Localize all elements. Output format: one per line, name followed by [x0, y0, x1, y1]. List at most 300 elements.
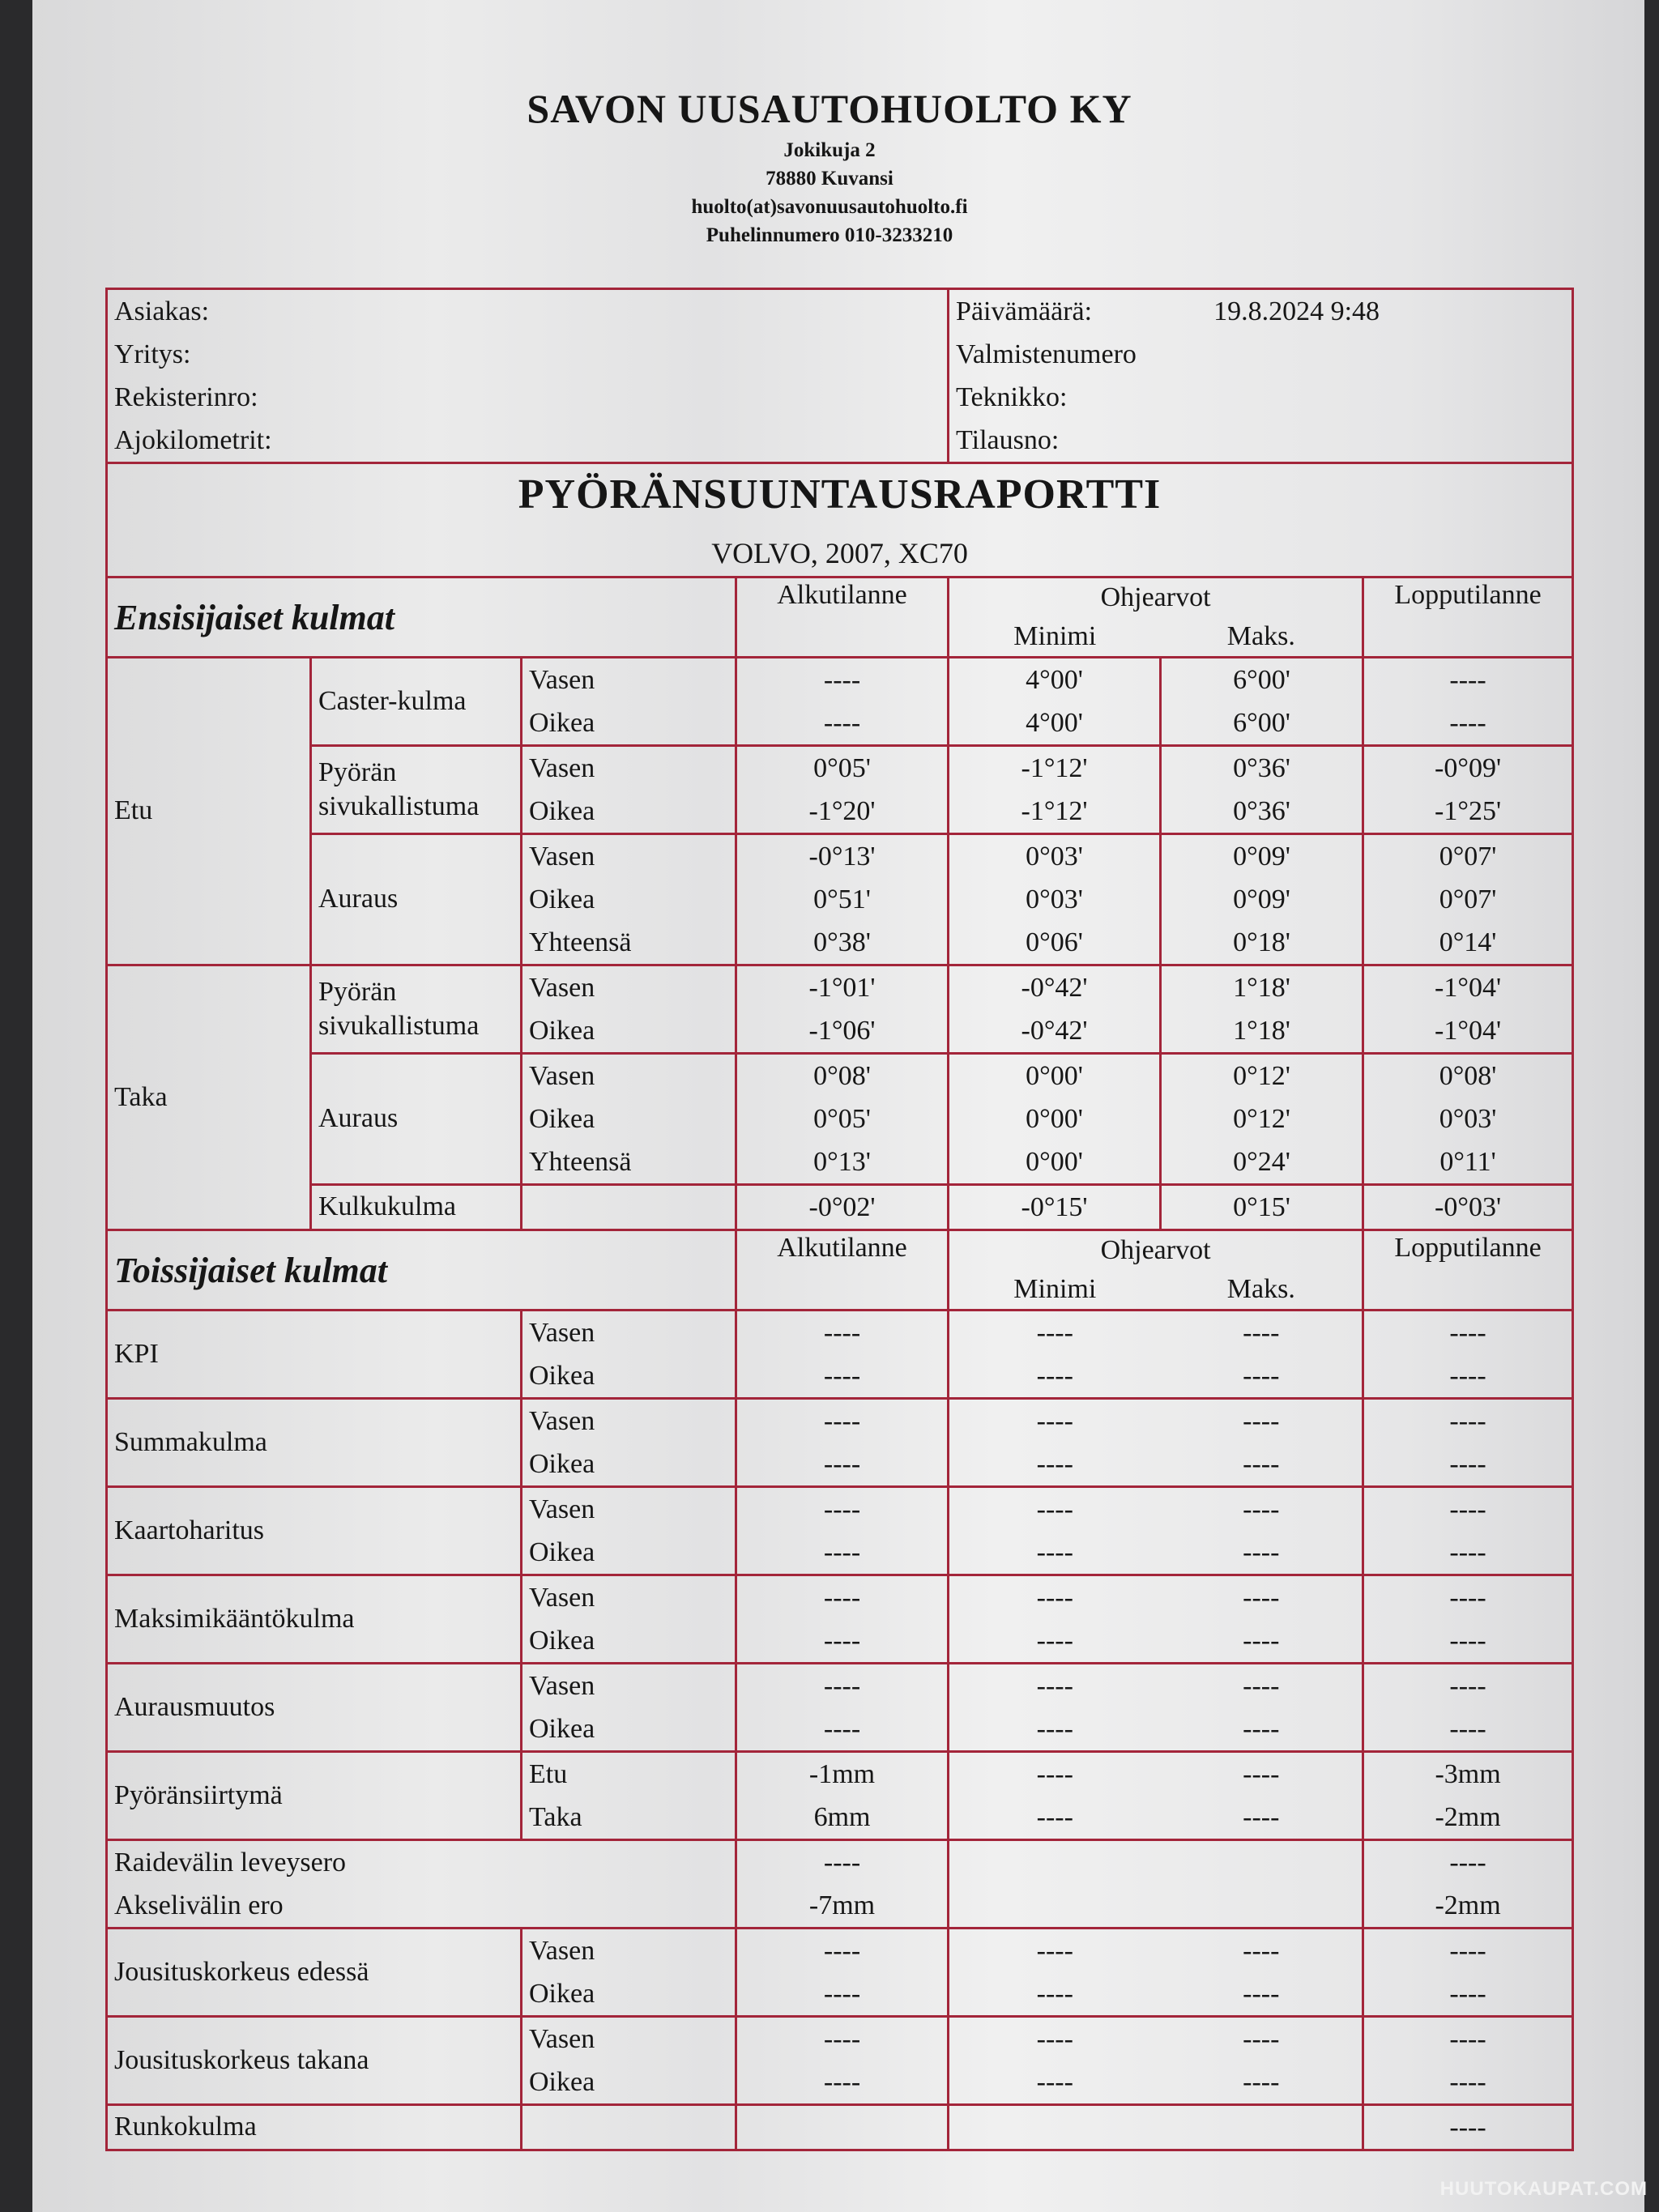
secondary-row	[107, 1752, 1573, 1840]
col-initial-2: Alkutilanne	[736, 1230, 949, 1311]
side-label	[522, 1575, 736, 1664]
max-value-line: ----	[1243, 1537, 1280, 1567]
side-label	[522, 1752, 736, 1840]
side-label-line: Vasen	[529, 1671, 595, 1701]
max-value-line: ----	[1243, 1626, 1280, 1656]
initial-value-line: 0°05'	[813, 753, 871, 783]
min-value	[949, 965, 1161, 1054]
customer-info-row	[107, 289, 1573, 463]
max-value	[1161, 1185, 1363, 1230]
secondary-heading: Toissijaiset kulmat	[107, 1230, 736, 1311]
max-value-line	[1167, 2106, 1356, 2149]
max-value-line: ----	[1243, 1318, 1280, 1348]
secondary-row	[107, 1311, 1573, 1399]
side-label-line: Taka	[529, 1802, 582, 1832]
measurement-name: Pyöränsiirtymä	[107, 1752, 522, 1840]
measurement-name: Aurausmuutos	[107, 1664, 522, 1752]
max-value	[1161, 1929, 1363, 2017]
min-value	[949, 2017, 1161, 2105]
final-value-line: ----	[1449, 665, 1486, 695]
initial-value-line: ----	[823, 2024, 861, 2054]
min-value	[949, 1054, 1161, 1185]
final-value-line: 0°14'	[1439, 927, 1497, 957]
max-value-line	[1167, 1884, 1356, 1927]
measurement-name: Pyörän sivukallistuma	[311, 746, 522, 834]
technician-label: Teknikko:	[956, 382, 1068, 412]
secondary-row	[107, 1575, 1573, 1664]
min-value	[949, 746, 1161, 834]
min-value-line: ----	[1036, 1537, 1073, 1567]
report-title-cell	[107, 463, 1573, 578]
final-value	[1363, 834, 1573, 965]
max-value	[1161, 1840, 1363, 1929]
max-value-line: ----	[1243, 1802, 1280, 1832]
customer-info-right	[949, 289, 1573, 463]
final-value-line: -3mm	[1435, 1759, 1501, 1789]
max-value	[1161, 1575, 1363, 1664]
initial-value-line: 0°05'	[813, 1104, 871, 1134]
company-name: SAVON UUSAUTOHUOLTO KY	[527, 86, 1132, 131]
primary-row	[107, 658, 1573, 746]
col-max: Maks.	[1161, 617, 1363, 658]
min-value-line: -0°15'	[1021, 1192, 1088, 1222]
registration-label: Rekisterinro:	[114, 382, 258, 412]
initial-value-line: -1mm	[808, 1759, 876, 1789]
final-value-line: 0°07'	[1439, 842, 1497, 872]
min-value-line: ----	[1036, 1759, 1073, 1789]
order-label: Tilausno:	[956, 425, 1060, 455]
secondary-row	[107, 1399, 1573, 1487]
initial-value-line: ----	[823, 1494, 861, 1524]
min-value	[949, 1664, 1161, 1752]
side-label-line	[529, 1186, 728, 1229]
side-label-line: Oikea	[529, 1361, 595, 1391]
side-label-line: Vasen	[529, 1061, 595, 1091]
side-label-line: Yhteensä	[529, 927, 632, 957]
final-value	[1363, 1185, 1573, 1230]
max-value-line: 0°36'	[1233, 753, 1290, 783]
final-value-line: ----	[1449, 1583, 1486, 1613]
side-label	[522, 1054, 736, 1185]
initial-value-line: ----	[823, 1626, 861, 1656]
max-value-line: 0°24'	[1233, 1147, 1290, 1177]
secondary-row	[107, 1664, 1573, 1752]
customer-info-left	[107, 289, 949, 463]
max-value-line: 0°09'	[1233, 884, 1290, 914]
final-value-line: ----	[1449, 1936, 1486, 1966]
final-value-line: 0°03'	[1439, 1104, 1497, 1134]
secondary-row	[107, 1487, 1573, 1575]
side-label	[522, 2105, 736, 2150]
final-value-line: ----	[1449, 1406, 1486, 1436]
initial-value	[736, 658, 949, 746]
company-street: Jokikuja 2	[783, 139, 876, 161]
final-value-line: -1°04'	[1435, 1016, 1502, 1046]
initial-value-line: 6mm	[813, 1802, 871, 1832]
final-value	[1363, 1575, 1573, 1664]
side-label-line: Etu	[529, 1759, 568, 1789]
initial-value-line: ----	[823, 1449, 861, 1479]
col-min-2: Minimi	[949, 1270, 1161, 1311]
min-value-line: -0°42'	[1021, 973, 1088, 1003]
initial-value-line: -0°13'	[808, 842, 876, 872]
date-label: Päivämäärä:	[956, 296, 1093, 326]
col-final-2: Lopputilanne	[1363, 1230, 1573, 1311]
side-label	[522, 1487, 736, 1575]
side-label-line: Oikea	[529, 884, 595, 914]
min-value	[949, 1311, 1161, 1399]
col-ref-2: Ohjearvot	[949, 1230, 1363, 1271]
final-value-line: ----	[1449, 1494, 1486, 1524]
measurement-name: Pyörän sivukallistuma	[311, 965, 522, 1054]
side-label-line: Vasen	[529, 1318, 595, 1348]
final-value	[1363, 1664, 1573, 1752]
secondary-row	[107, 1840, 1573, 1929]
min-value-line: 0°06'	[1026, 927, 1083, 957]
max-value-line: ----	[1243, 1449, 1280, 1479]
axle-label: Etu	[107, 658, 311, 965]
min-value-line: ----	[1036, 1583, 1073, 1613]
secondary-row	[107, 2017, 1573, 2105]
min-value	[949, 834, 1161, 965]
max-value-line: 1°18'	[1233, 1016, 1290, 1046]
min-value-line: ----	[1036, 1714, 1073, 1744]
side-label	[522, 1185, 736, 1230]
measurement-name: KPI	[107, 1311, 522, 1399]
min-value	[949, 658, 1161, 746]
side-label	[522, 1664, 736, 1752]
initial-value-line: ----	[823, 665, 861, 695]
final-value-line: -2mm	[1435, 1890, 1501, 1920]
measurement-name: Caster-kulma	[311, 658, 522, 746]
serial-label: Valmistenumero	[956, 339, 1137, 369]
max-value-line: 1°18'	[1233, 973, 1290, 1003]
report-title: PYÖRÄNSUUNTAUSRAPORTTI	[518, 471, 1162, 518]
final-value-line: ----	[1449, 1626, 1486, 1656]
measurement-name: Auraus	[311, 1054, 522, 1185]
min-value	[949, 1752, 1161, 1840]
final-value-line: ----	[1449, 1318, 1486, 1348]
initial-value	[736, 2105, 949, 2150]
initial-value-line: ----	[823, 2067, 861, 2097]
max-value-line	[1167, 1841, 1356, 1884]
secondary-row	[107, 2105, 1573, 2150]
initial-value-line: ----	[823, 1671, 861, 1701]
side-label-line: Vasen	[529, 1936, 595, 1966]
min-value-line: ----	[1036, 1361, 1073, 1391]
initial-value	[736, 1575, 949, 1664]
final-value-line: -1°04'	[1435, 973, 1502, 1003]
min-value	[949, 1840, 1161, 1929]
mileage-label: Ajokilometrit:	[114, 425, 272, 455]
min-value-line: 0°00'	[1026, 1061, 1083, 1091]
side-label-line: Oikea	[529, 1979, 595, 2009]
initial-value	[736, 1840, 949, 1929]
side-label	[522, 965, 736, 1054]
side-label-line: Vasen	[529, 973, 595, 1003]
initial-value-line: -1°20'	[808, 796, 876, 826]
max-value-line: 0°09'	[1233, 842, 1290, 872]
company-email: huolto(at)savonuusautohuolto.fi	[691, 196, 968, 218]
final-value-line: ----	[1449, 1537, 1486, 1567]
min-value-line: 4°00'	[1026, 665, 1083, 695]
customer-label: Asiakas:	[114, 296, 210, 326]
measurement-name	[107, 1840, 736, 1929]
max-value	[1161, 1487, 1363, 1575]
max-value-line: 0°18'	[1233, 927, 1290, 957]
final-value	[1363, 2017, 1573, 2105]
initial-value	[736, 1487, 949, 1575]
final-value	[1363, 1840, 1573, 1929]
initial-value	[736, 965, 949, 1054]
final-value	[1363, 965, 1573, 1054]
col-initial: Alkutilanne	[736, 578, 949, 658]
final-value-line: ----	[1449, 1671, 1486, 1701]
min-value-line	[956, 1841, 1154, 1884]
min-value-line: ----	[1036, 1936, 1073, 1966]
secondary-header-row	[107, 1230, 1573, 1271]
final-value-line: 0°07'	[1439, 884, 1497, 914]
initial-value-line: ----	[823, 708, 861, 738]
final-value	[1363, 1399, 1573, 1487]
min-value-line: 0°00'	[1026, 1104, 1083, 1134]
side-label-line: Yhteensä	[529, 1147, 632, 1177]
final-value	[1363, 1752, 1573, 1840]
max-value-line: 6°00'	[1233, 665, 1290, 695]
measurement-name: Jousituskorkeus takana	[107, 2017, 522, 2105]
initial-value-line: ----	[823, 1583, 861, 1613]
max-value	[1161, 965, 1363, 1054]
max-value-line: 0°12'	[1233, 1104, 1290, 1134]
side-label	[522, 1311, 736, 1399]
initial-value-line: 0°13'	[813, 1147, 871, 1177]
final-value-line: 0°08'	[1439, 1061, 1497, 1091]
side-label-line: Vasen	[529, 753, 595, 783]
min-value-line: ----	[1036, 1406, 1073, 1436]
initial-value	[736, 1664, 949, 1752]
final-value-line: ----	[1449, 1979, 1486, 2009]
max-value-line: ----	[1243, 1494, 1280, 1524]
max-value	[1161, 2017, 1363, 2105]
side-label-line: Vasen	[529, 1494, 595, 1524]
measurement-name-line: Akselivälin ero	[114, 1890, 284, 1920]
initial-value-line: -0°02'	[808, 1192, 876, 1222]
max-value-line: 6°00'	[1233, 708, 1290, 738]
final-value-line: ----	[1449, 1848, 1486, 1877]
initial-value	[736, 1399, 949, 1487]
min-value-line	[956, 1884, 1154, 1927]
max-value	[1161, 1054, 1363, 1185]
side-label-line: Vasen	[529, 1406, 595, 1436]
final-value-line: -0°03'	[1435, 1192, 1502, 1222]
min-value	[949, 2105, 1161, 2150]
side-label-line: Oikea	[529, 1626, 595, 1656]
max-value-line: ----	[1243, 1406, 1280, 1436]
min-value-line: ----	[1036, 1626, 1073, 1656]
watermark-logo: HUUTOKAUPAT.COM	[1439, 2178, 1648, 2200]
final-value	[1363, 1054, 1573, 1185]
min-value-line: 0°00'	[1026, 1147, 1083, 1177]
primary-row	[107, 746, 1573, 834]
final-value-line: -0°09'	[1435, 753, 1502, 783]
max-value-line: ----	[1243, 1714, 1280, 1744]
initial-value-line: -1°01'	[808, 973, 876, 1003]
min-value	[949, 1185, 1161, 1230]
initial-value	[736, 1311, 949, 1399]
final-value	[1363, 2105, 1573, 2150]
vehicle-info: VOLVO, 2007, XC70	[711, 537, 968, 569]
min-value	[949, 1487, 1161, 1575]
alignment-report-table	[105, 288, 1574, 2151]
primary-header-row	[107, 578, 1573, 618]
secondary-row	[107, 1929, 1573, 2017]
side-label-line: Vasen	[529, 2024, 595, 2054]
side-label-line: Vasen	[529, 1583, 595, 1613]
initial-value-line: ----	[823, 1714, 861, 1744]
measurement-name: Jousituskorkeus edessä	[107, 1929, 522, 2017]
max-value-line: 0°15'	[1233, 1192, 1290, 1222]
final-value-line: ----	[1449, 2112, 1486, 2142]
min-value-line: ----	[1036, 1494, 1073, 1524]
min-value-line: ----	[1036, 1449, 1073, 1479]
initial-value	[736, 834, 949, 965]
initial-value	[736, 746, 949, 834]
max-value-line: ----	[1243, 1583, 1280, 1613]
side-label-line: Vasen	[529, 665, 595, 695]
side-label-line: Oikea	[529, 1016, 595, 1046]
max-value-line: ----	[1243, 1979, 1280, 2009]
max-value-line: 0°36'	[1233, 796, 1290, 826]
date-value: 19.8.2024 9:48	[1213, 296, 1380, 326]
primary-row	[107, 965, 1573, 1054]
side-label	[522, 1929, 736, 2017]
side-label-line: Vasen	[529, 842, 595, 872]
measurement-name: Runkokulma	[107, 2105, 522, 2150]
initial-value-line: ----	[823, 1406, 861, 1436]
initial-value-line: -1°06'	[808, 1016, 876, 1046]
initial-value	[736, 1752, 949, 1840]
max-value	[1161, 1311, 1363, 1399]
col-final: Lopputilanne	[1363, 578, 1573, 658]
final-value-line: ----	[1449, 1714, 1486, 1744]
final-value-line: ----	[1449, 1449, 1486, 1479]
primary-body	[107, 658, 1573, 1230]
min-value-line: ----	[1036, 1318, 1073, 1348]
report-title-row	[107, 463, 1573, 578]
initial-value	[736, 1185, 949, 1230]
company-postal: 78880 Kuvansi	[766, 168, 893, 190]
max-value	[1161, 1752, 1363, 1840]
axle-label: Taka	[107, 965, 311, 1230]
side-label-line: Oikea	[529, 1104, 595, 1134]
initial-value-line: ----	[823, 1361, 861, 1391]
min-value-line: ----	[1036, 2024, 1073, 2054]
side-label	[522, 658, 736, 746]
max-value-line: ----	[1243, 1936, 1280, 1966]
min-value	[949, 1399, 1161, 1487]
primary-row	[107, 834, 1573, 965]
min-value-line: -0°42'	[1021, 1016, 1088, 1046]
initial-value-line: 0°38'	[813, 927, 871, 957]
min-value-line: -1°12'	[1021, 796, 1088, 826]
min-value-line: 0°03'	[1026, 842, 1083, 872]
max-value-line: ----	[1243, 1671, 1280, 1701]
final-value-line: ----	[1449, 708, 1486, 738]
initial-value	[736, 1054, 949, 1185]
min-value-line: -1°12'	[1021, 753, 1088, 783]
min-value-line: 4°00'	[1026, 708, 1083, 738]
measurement-name: Kulkukulma	[311, 1185, 522, 1230]
max-value-line: ----	[1243, 1759, 1280, 1789]
final-value	[1363, 1929, 1573, 2017]
company-label: Yritys:	[114, 339, 191, 369]
initial-value-line	[744, 2106, 940, 2149]
min-value-line: 0°03'	[1026, 884, 1083, 914]
secondary-body	[107, 1311, 1573, 2150]
side-label	[522, 834, 736, 965]
initial-value	[736, 1929, 949, 2017]
final-value	[1363, 658, 1573, 746]
max-value	[1161, 658, 1363, 746]
initial-value-line: ----	[823, 1537, 861, 1567]
max-value-line: ----	[1243, 2024, 1280, 2054]
max-value-line: 0°12'	[1233, 1061, 1290, 1091]
col-max-2: Maks.	[1161, 1270, 1363, 1311]
min-value-line: ----	[1036, 1671, 1073, 1701]
max-value	[1161, 834, 1363, 965]
min-value	[949, 1929, 1161, 2017]
max-value	[1161, 2105, 1363, 2150]
final-value	[1363, 1487, 1573, 1575]
final-value-line: -1°25'	[1435, 796, 1502, 826]
min-value-line: ----	[1036, 2067, 1073, 2097]
side-label-line: Oikea	[529, 1714, 595, 1744]
initial-value-line: ----	[823, 1936, 861, 1966]
primary-row	[107, 1054, 1573, 1185]
side-label	[522, 1399, 736, 1487]
measurement-name-line: Raidevälin leveysero	[114, 1848, 347, 1877]
final-value-line: ----	[1449, 2067, 1486, 2097]
final-value-line: ----	[1449, 1361, 1486, 1391]
side-label-line: Oikea	[529, 708, 595, 738]
final-value-line: ----	[1449, 2024, 1486, 2054]
final-value-line: 0°11'	[1439, 1147, 1496, 1177]
max-value	[1161, 746, 1363, 834]
side-label-line: Oikea	[529, 1449, 595, 1479]
side-label-line: Oikea	[529, 1537, 595, 1567]
col-ref: Ohjearvot	[949, 578, 1363, 618]
initial-value-line: ----	[823, 1979, 861, 2009]
initial-value	[736, 2017, 949, 2105]
side-label-line: Oikea	[529, 796, 595, 826]
measurement-name: Summakulma	[107, 1399, 522, 1487]
max-value-line: ----	[1243, 2067, 1280, 2097]
final-value	[1363, 746, 1573, 834]
final-value	[1363, 1311, 1573, 1399]
min-value	[949, 1575, 1161, 1664]
side-label	[522, 2017, 736, 2105]
company-phone: Puhelinnumero 010-3233210	[706, 224, 953, 246]
max-value	[1161, 1664, 1363, 1752]
initial-value-line: ----	[823, 1318, 861, 1348]
measurement-name: Kaartoharitus	[107, 1487, 522, 1575]
initial-value-line: ----	[823, 1848, 861, 1877]
initial-value-line: 0°51'	[813, 884, 871, 914]
final-value-line: -2mm	[1435, 1802, 1501, 1832]
initial-value-line: 0°08'	[813, 1061, 871, 1091]
side-label-line	[529, 2106, 728, 2149]
side-label	[522, 746, 736, 834]
